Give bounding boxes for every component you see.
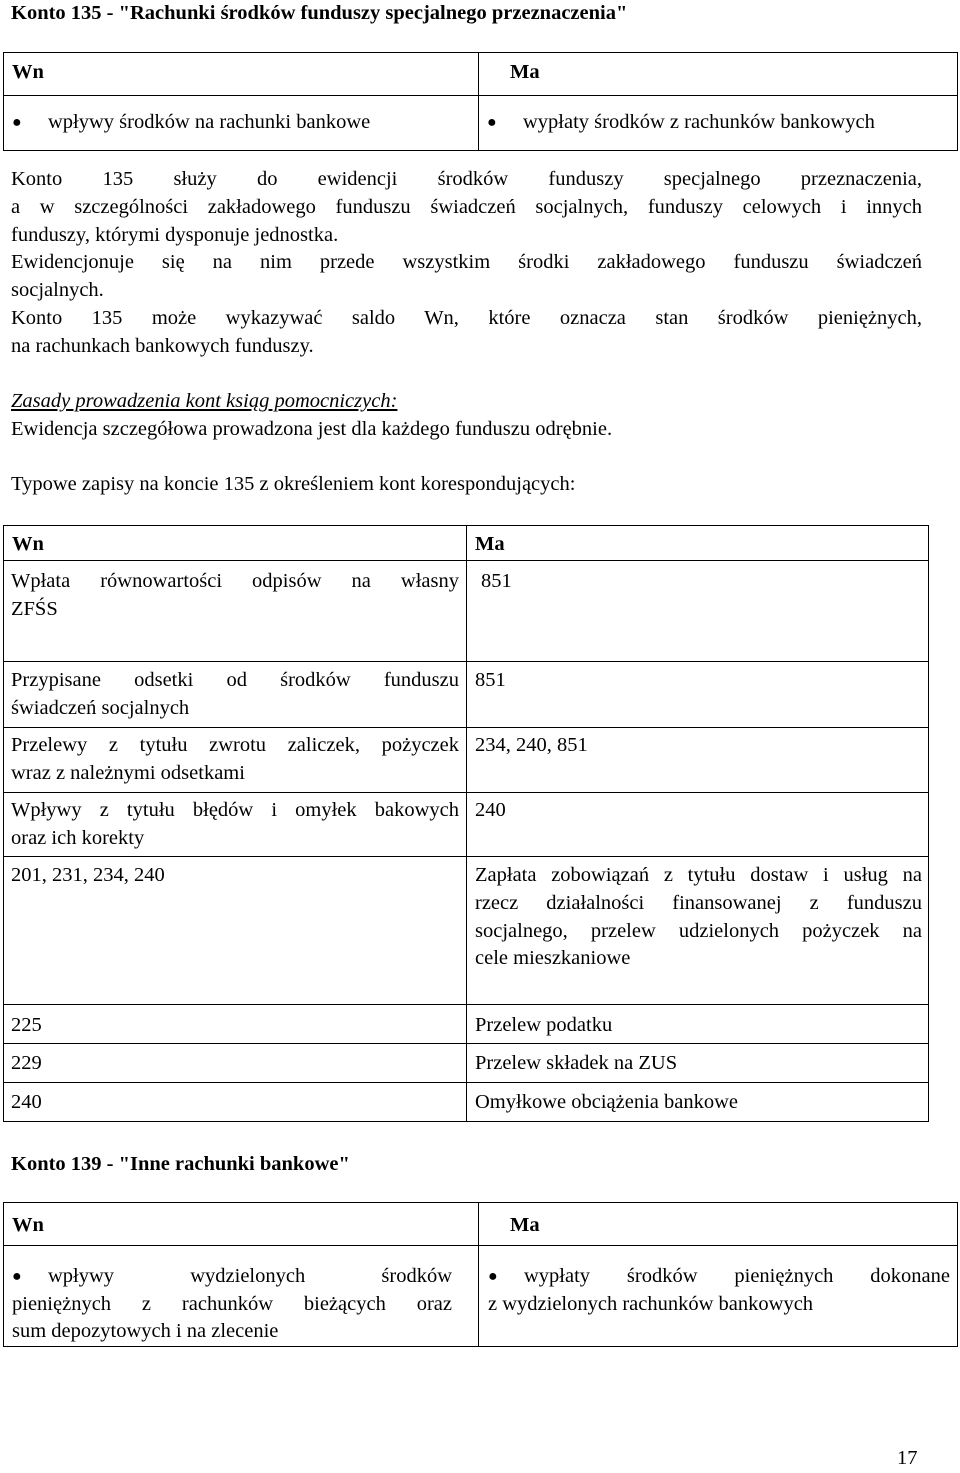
para2-line1: Ewidencjonuje się na nim przede wszystkim środki zakładowego funduszu świadczeń [11,251,922,273]
table-row-wn: ZFŚS [11,598,58,620]
para3-line2: na rachunkach bankowych funduszy. [11,335,314,357]
table-row-wn: świadczeń socjalnych [11,697,190,719]
table-row-wn: 225 [11,1014,42,1036]
wn-label: Wn [12,61,44,83]
table-row-ma: rzecz działalności finansowanej z funduszu [475,892,922,914]
table-row-ma: cele mieszkaniowe [475,947,631,969]
table-row-wn: 229 [11,1052,42,1074]
para1-line3: funduszy, którymi dysponuje jednostka. [11,224,339,246]
konto-135-heading: Konto 135 - "Rachunki środków funduszy specjalnego przeznaczenia" [11,2,628,24]
table-row-wn: Wpływy z tytułu błędów i omyłek bakowych [11,799,459,821]
typowe-intro: Typowe zapisy na koncie 135 z określeniem kont korespondujących: [11,473,576,495]
table-row-ma: 851 [481,570,512,592]
konto-139-heading: Konto 139 - "Inne rachunki bankowe" [11,1153,350,1175]
table-row-wn: Przelewy z tytułu zwrotu zaliczek, pożyczek [11,734,459,756]
para2-line2: socjalnych. [11,279,104,301]
table-row-wn: 240 [11,1091,42,1113]
table-ma-header: Ma [475,533,505,555]
table-row-ma: 240 [475,799,506,821]
konto-139-wn-label: Wn [12,1214,44,1236]
bullet-icon: ● [12,114,22,131]
bullet-icon: ● [12,1268,22,1285]
konto-139-wn-item: ● wpływy wydzielonych środków pieniężnych z rachunków bieżących oraz sum depozytowych i na zlecenie [12,1265,452,1342]
table-row-wn: wraz z należnymi odsetkami [11,762,245,784]
para1-line2: a w szczególności zakładowego funduszu świadczeń socjalnych, funduszy celowych i innych [11,196,922,218]
table-row-ma: socjalnego, przelew udzielonych pożyczek na [475,920,922,942]
table-wn-header: Wn [12,533,44,555]
table-row-ma: Omyłkowe obciążenia bankowe [475,1091,738,1113]
table-row-ma: Przelew podatku [475,1014,613,1036]
zasady-heading: Zasady prowadzenia kont ksiąg pomocniczych: [11,390,398,412]
bullet-icon: ● [487,114,497,131]
konto-139-ma-item: ● wypłaty środków pieniężnych dokonane z wydzielonych rachunków bankowych [488,1265,950,1315]
para3-line1: Konto 135 może wykazywać saldo Wn, które oznacza stan środków pieniężnych, [11,307,922,329]
zasady-text: Ewidencja szczegółowa prowadzona jest dla każdego funduszu odrębnie. [11,418,613,440]
ma-item: ● wypłaty środków z rachunków bankowych [487,109,875,137]
table-row-ma: 234, 240, 851 [475,734,588,756]
table-row-wn: oraz ich korekty [11,827,145,849]
page-number: 17 [897,1447,918,1469]
konto-139-ma-label: Ma [510,1214,540,1236]
ma-label: Ma [510,61,540,83]
table-row-wn: Przypisane odsetki od środków funduszu [11,669,459,691]
table-row-ma: Zapłata zobowiązań z tytułu dostaw i usług na [475,864,922,886]
table-row-wn: Wpłata równowartości odpisów na własny [11,570,459,592]
table-row-ma: 851 [475,669,506,691]
para1-line1: Konto 135 służy do ewidencji środków funduszy specjalnego przeznaczenia, [11,168,922,190]
table-row-ma: Przelew składek na ZUS [475,1052,678,1074]
bullet-icon: ● [488,1268,498,1285]
table-row-wn: 201, 231, 234, 240 [11,864,165,886]
wn-item: ● wpływy środków na rachunki bankowe [12,109,370,137]
